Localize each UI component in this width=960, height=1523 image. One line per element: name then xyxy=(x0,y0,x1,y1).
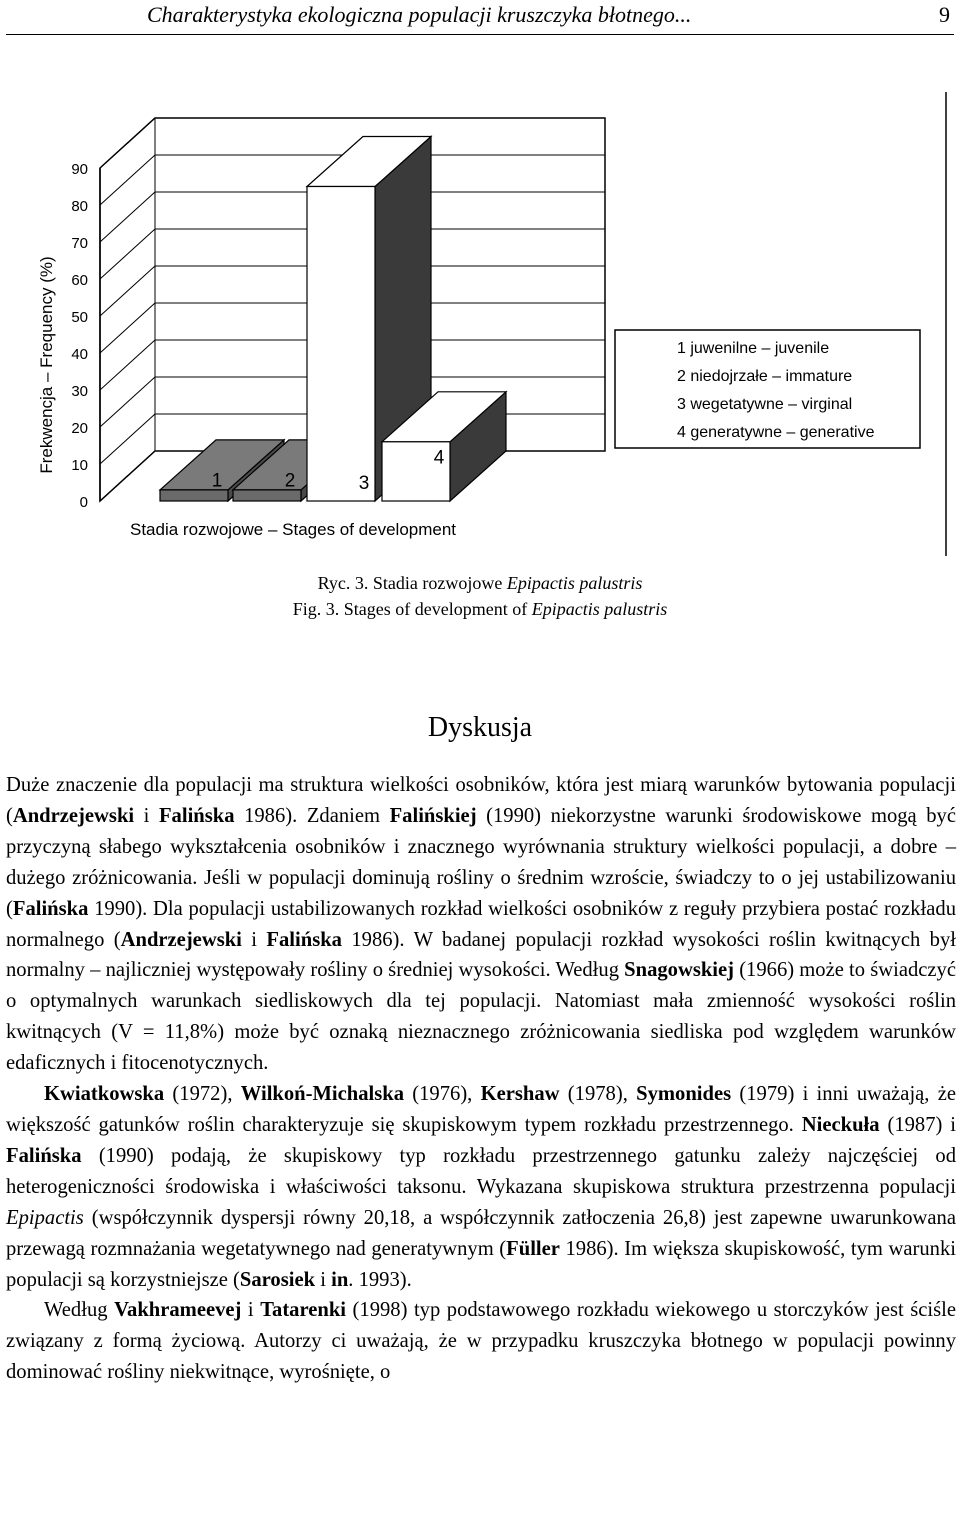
bar-category-label: 2 xyxy=(284,470,296,492)
cited-author: Kwiatkowska xyxy=(44,1083,165,1106)
text-run: 1986). Zdaniem xyxy=(234,804,390,827)
y-tick-label: 80 xyxy=(71,198,88,215)
caption-en-species: Epipactis palustris xyxy=(531,599,668,619)
text-run: (1972), xyxy=(164,1083,241,1106)
y-tick-label: 90 xyxy=(71,161,88,178)
chart-y-ticks xyxy=(71,161,88,511)
y-tick-label: 20 xyxy=(71,420,88,437)
text-run: (1978), xyxy=(559,1083,637,1106)
body-text xyxy=(6,770,956,1388)
text-run: Duże znaczenie dla populacji ma struktura wielkości osobników, która jest miarą warunków bytowania populacji ( xyxy=(6,774,956,827)
y-axis-label: Frekwencja – Frequency (%) xyxy=(37,256,56,474)
cited-author: Andrzejewski xyxy=(12,804,135,827)
bar-front xyxy=(160,490,228,501)
y-tick-label: 50 xyxy=(71,309,88,326)
legend-entry: 3 wegetatywne – virginal xyxy=(677,396,853,413)
text-run: (współczynnik dyspersji równy 20,18, a współczynnik zatłoczenia 26,8) jest zapewne uwarunkowana przewagą rozmnażania wegetatywnego nad generatywnym ( xyxy=(6,1206,956,1260)
header-rule xyxy=(6,34,954,35)
cited-author: Falińska xyxy=(266,928,342,951)
y-tick-label: 40 xyxy=(71,346,88,363)
figure-caption-pl xyxy=(0,570,960,596)
text-run: i xyxy=(315,1268,332,1291)
paragraph xyxy=(6,1079,956,1295)
bar-chart xyxy=(0,80,960,560)
text-run: (1987) i xyxy=(879,1113,957,1136)
cited-author: Nieckuła xyxy=(801,1113,880,1136)
cited-author: Symonides xyxy=(636,1083,732,1106)
y-tick-label: 30 xyxy=(71,383,88,400)
text-run: i xyxy=(134,804,159,827)
cited-author: Andrzejewski xyxy=(120,928,242,951)
text-run: i xyxy=(241,928,267,951)
text-run: i xyxy=(241,1299,261,1322)
cited-author: Falińska xyxy=(6,1144,82,1167)
text-run: (1976), xyxy=(404,1083,481,1106)
y-tick-label: 60 xyxy=(71,272,88,289)
y-tick-label: 70 xyxy=(71,235,88,252)
bar-front xyxy=(307,187,375,502)
cited-author: Wilkoń-Michalska xyxy=(240,1083,405,1106)
page-number: 9 xyxy=(939,2,950,27)
section-heading: Dyskusja xyxy=(427,712,533,743)
legend-entry: 4 generatywne – generative xyxy=(677,424,875,441)
text-run: (1979) i inni uważają, że większość gatunków roślin charakteryzuje się skupiskowym typem rozkładu przestrzennego. xyxy=(6,1083,957,1136)
running-header xyxy=(0,0,960,36)
text-run: 1986). Im większa skupiskowość, tym warunki populacji są korzystniejsze ( xyxy=(6,1237,956,1291)
figure-caption-en xyxy=(0,596,960,622)
caption-pl-text: Ryc. 3. Stadia rozwojowe xyxy=(317,573,507,593)
text-run: (1966) może to świadczyć o optymalnych warunkach siedliskowych dla tej populacji. Natomiast mała zmienność wysokości roślin kwitnących (V = 11,8%) może być oznaką nieznacznego zróżnicowania siedliska pod względem warunków edaficznych i fitocenotycznych. xyxy=(6,959,956,1075)
text-run: Według xyxy=(44,1299,115,1322)
bar-front xyxy=(233,490,301,501)
cited-author: Snagowskiej xyxy=(624,959,735,982)
cited-author: Vakhrameevej xyxy=(114,1299,242,1322)
bar-category-label: 4 xyxy=(433,447,445,469)
cited-author: Füller xyxy=(506,1237,560,1260)
caption-pl-species: Epipactis palustris xyxy=(506,573,643,593)
legend-entry: 2 niedojrzałe – immature xyxy=(677,368,853,385)
text-run: . 1993). xyxy=(348,1268,412,1291)
legend-entry: 1 juwenilne – juvenile xyxy=(677,340,830,357)
text-run: (1998) typ podstawowego rozkładu wiekowego u storczyków jest ściśle związany z formą życiową. Autorzy ci uważają, że w przypadku kruszczyka błotnego w populacji powinny dominować rośliny niekwitnące, wyrośnięte, o xyxy=(6,1299,956,1384)
cited-author: in xyxy=(331,1268,349,1291)
cited-author: Tatarenki xyxy=(260,1299,347,1322)
species-name: Epipactis xyxy=(6,1206,84,1229)
paragraph xyxy=(6,1295,956,1388)
cited-author: Falińska xyxy=(12,897,89,920)
paragraph xyxy=(6,770,956,1079)
cited-author: Kershaw xyxy=(480,1083,560,1106)
cited-author: Falińskiej xyxy=(389,804,477,827)
caption-en-text: Fig. 3. Stages of development of xyxy=(292,599,532,619)
running-title: Charakterystyka ekologiczna populacji kruszczyka błotnego... xyxy=(147,2,692,27)
text-run: (1990) niekorzystne warunki środowiskowe mogą być przyczyną słabego wykształcenia osobników i znacznego wyrównania struktury wielkości populacji, a dobre – dużego zróżnicowania. Jeśli w populacji dominują rośliny o średnim wzroście, świadczy to o jej ustabilizowaniu ( xyxy=(6,804,956,920)
bar-category-label: 1 xyxy=(211,470,223,492)
text-run: (1990) podają, że skupiskowy typ rozkładu przestrzennego gatunku zależy najczęściej od heterogeniczności środowiska i właściwości taksonu. Wykazana skupiskowa struktura przestrzenna populacji xyxy=(6,1144,956,1198)
cited-author: Sarosiek xyxy=(239,1268,316,1291)
y-tick-label: 0 xyxy=(79,494,88,511)
text-run: 1990). Dla populacji ustabilizowanych rozkład wielkości osobników z reguły przybiera postać rozkładu normalnego ( xyxy=(6,897,956,951)
text-run: 1986). W badanej populacji rozkład wysokości roślin kwitnących był normalny – najliczniej występowały rośliny o średniej wysokości. Według xyxy=(6,928,956,982)
bar-category-label: 3 xyxy=(358,473,370,494)
y-tick-label: 10 xyxy=(71,457,88,474)
cited-author: Falińska xyxy=(158,804,235,827)
chart-legend xyxy=(615,92,946,556)
x-axis-label: Stadia rozwojowe – Stages of development xyxy=(130,520,457,539)
